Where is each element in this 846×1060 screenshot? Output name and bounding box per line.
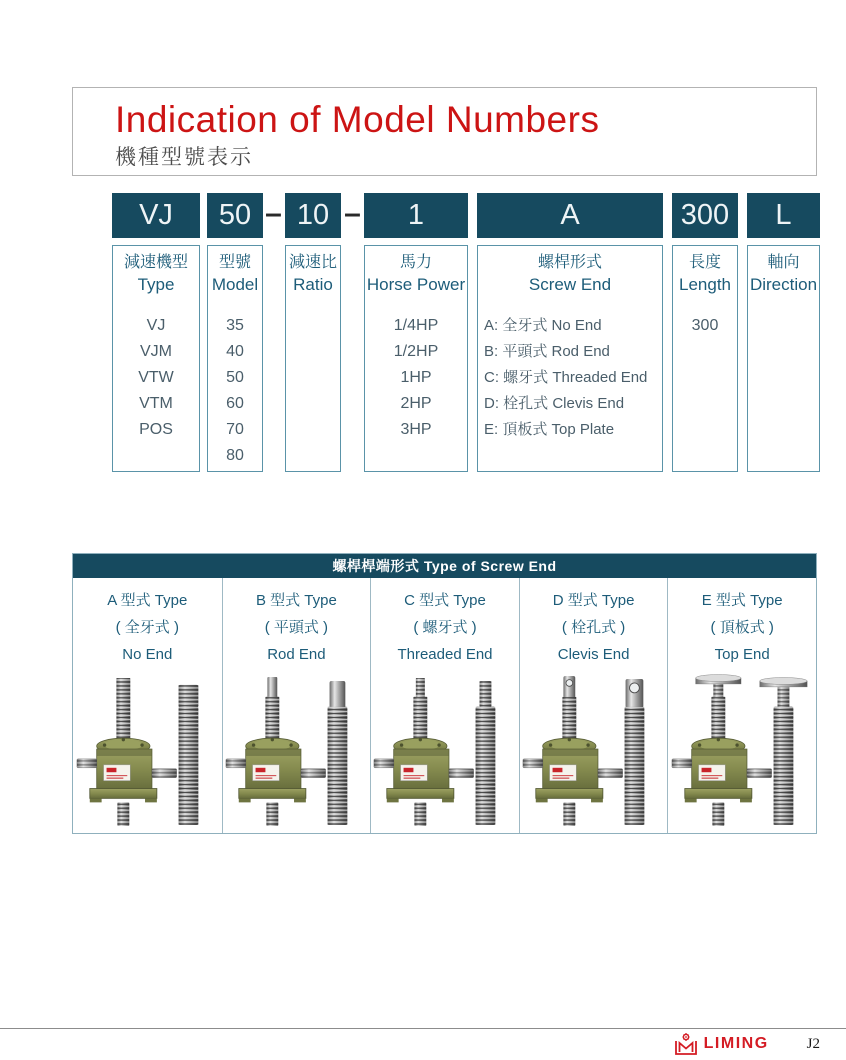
spec-item: POS bbox=[139, 421, 173, 438]
spec-column-direction bbox=[747, 245, 820, 472]
spec-header-en: Horse Power bbox=[366, 275, 466, 294]
spec-column-header bbox=[673, 246, 737, 296]
brand-name: LIMING bbox=[703, 1035, 769, 1052]
screw-type-column-d bbox=[519, 578, 668, 833]
jack-image-threaded-end bbox=[371, 673, 518, 833]
jack-image-rod-end bbox=[223, 673, 370, 833]
type-zh: ( 螺牙式 ) bbox=[413, 619, 477, 636]
spec-item: 1/2HP bbox=[393, 343, 439, 360]
spec-item: 3HP bbox=[400, 421, 432, 438]
type-code: A 型式 Type bbox=[107, 592, 188, 609]
type-code: B 型式 Type bbox=[255, 592, 337, 609]
code-segment-horsepower: 1 bbox=[364, 193, 468, 238]
title-box bbox=[72, 87, 817, 176]
footer bbox=[673, 1032, 820, 1056]
type-code: C 型式 Type bbox=[404, 592, 486, 609]
spec-column-ratio bbox=[285, 245, 341, 472]
spec-header-zh: 型號 bbox=[218, 254, 251, 271]
spec-item: D: 栓孔式 Clevis End bbox=[484, 395, 625, 412]
spec-item: 60 bbox=[226, 395, 244, 412]
type-en: Threaded End bbox=[397, 646, 493, 663]
code-segment-direction: L bbox=[747, 193, 820, 238]
spec-column-header bbox=[478, 246, 662, 296]
spec-item: VJ bbox=[146, 317, 166, 334]
spec-item: A: 全牙式 No End bbox=[484, 317, 602, 334]
spec-header-en: Direction bbox=[749, 275, 818, 294]
spec-item: 2HP bbox=[400, 395, 432, 412]
screw-type-column-e bbox=[667, 578, 816, 833]
spec-header-zh: 減速比 bbox=[288, 254, 337, 271]
jack-image-top-plate bbox=[669, 673, 816, 833]
spec-item: 40 bbox=[226, 343, 244, 360]
page-title: Indication of Model Numbers bbox=[115, 99, 600, 140]
liming-logo-icon bbox=[673, 1032, 699, 1056]
spec-column-header bbox=[208, 246, 262, 296]
footer-divider bbox=[0, 1028, 846, 1029]
spec-column-length bbox=[672, 245, 738, 472]
spec-item: VTM bbox=[139, 395, 173, 412]
screw-end-table bbox=[72, 553, 817, 834]
spec-item: 300 bbox=[691, 317, 719, 334]
jack-image-no-end bbox=[74, 673, 221, 833]
type-zh: ( 全牙式 ) bbox=[115, 619, 179, 636]
screw-type-column-b bbox=[222, 578, 371, 833]
code-dash: – bbox=[265, 197, 282, 230]
spec-item: 35 bbox=[226, 317, 244, 334]
spec-column-screw-end bbox=[477, 245, 663, 472]
spec-item: E: 頂板式 Top Plate bbox=[484, 421, 615, 438]
spec-item: 70 bbox=[226, 421, 244, 438]
screw-type-column-a bbox=[73, 578, 222, 833]
spec-item: 1HP bbox=[400, 369, 432, 386]
type-en: Rod End bbox=[267, 646, 326, 663]
spec-header-en: Model bbox=[211, 275, 259, 294]
screw-table-title: 螺桿桿端形式 Type of Screw End bbox=[73, 554, 816, 578]
type-zh: ( 頂板式 ) bbox=[710, 619, 774, 636]
type-en: Top End bbox=[714, 646, 770, 663]
spec-header-en: Screw End bbox=[528, 275, 612, 294]
spec-column-header bbox=[286, 246, 340, 296]
code-segment-type: VJ bbox=[112, 193, 200, 238]
type-zh: ( 平頭式 ) bbox=[264, 619, 329, 636]
spec-header-en: Type bbox=[137, 275, 175, 294]
spec-item: VTW bbox=[138, 369, 174, 386]
spec-header-zh: 螺桿形式 bbox=[537, 254, 602, 271]
spec-column-type bbox=[112, 245, 200, 472]
spec-header-en: Ratio bbox=[293, 275, 333, 294]
jack-image-clevis-end bbox=[520, 673, 667, 833]
spec-item: C: 螺牙式 Threaded End bbox=[484, 369, 648, 386]
spec-header-zh: 軸向 bbox=[767, 254, 800, 271]
screw-type-column-c bbox=[370, 578, 519, 833]
code-segment-length: 300 bbox=[672, 193, 738, 238]
page-number: J2 bbox=[806, 1035, 820, 1052]
type-code: D 型式 Type bbox=[552, 592, 635, 609]
spec-column-model bbox=[207, 245, 263, 472]
spec-column-header bbox=[748, 246, 819, 296]
spec-header-en: Length bbox=[679, 275, 731, 294]
spec-header-zh: 長度 bbox=[688, 254, 721, 271]
code-dash: – bbox=[344, 197, 361, 230]
page-subtitle: 機種型號表示 bbox=[115, 146, 253, 169]
spec-item: B: 平頭式 Rod End bbox=[484, 343, 610, 360]
spec-column-header bbox=[113, 246, 199, 296]
spec-column-horsepower bbox=[364, 245, 468, 472]
spec-item: VJM bbox=[140, 343, 172, 360]
type-en: Clevis End bbox=[557, 646, 630, 663]
spec-header-zh: 減速機型 bbox=[123, 254, 188, 271]
code-segment-ratio: 10 bbox=[285, 193, 341, 238]
type-code: E 型式 Type bbox=[701, 592, 783, 609]
spec-header-zh: 馬力 bbox=[399, 254, 432, 271]
code-segment-model: 50 bbox=[207, 193, 263, 238]
spec-item: 1/4HP bbox=[393, 317, 439, 334]
spec-item: 50 bbox=[226, 369, 244, 386]
type-en: No End bbox=[122, 646, 173, 663]
type-zh: ( 栓孔式 ) bbox=[561, 619, 626, 636]
spec-item: 80 bbox=[226, 447, 244, 464]
code-segment-screw-end: A bbox=[477, 193, 663, 238]
spec-column-header bbox=[365, 246, 467, 296]
